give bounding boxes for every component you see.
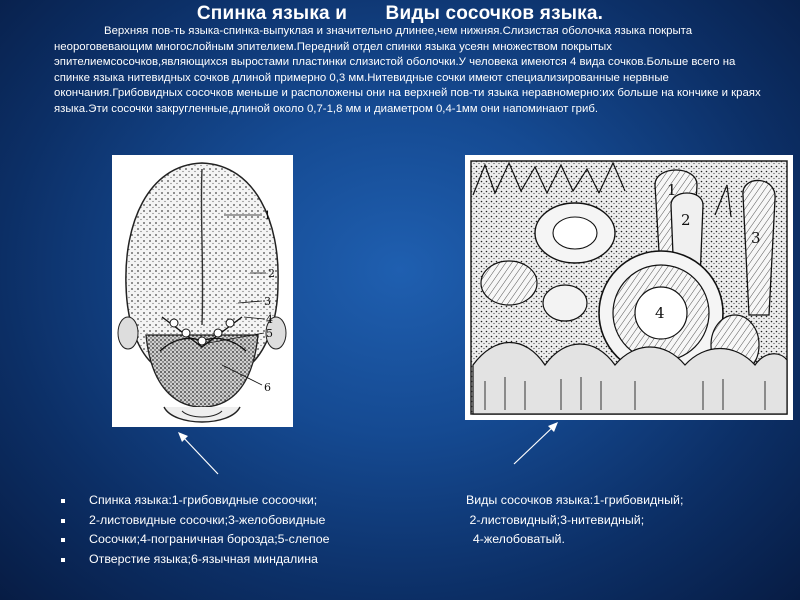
list-item: 4-желобоватый. bbox=[466, 532, 565, 546]
label-1: 1 bbox=[667, 181, 677, 199]
description-paragraph bbox=[54, 24, 766, 118]
list-item: Виды сосочков языка:1-грибовидный; bbox=[466, 493, 684, 507]
paragraph-text: Верхняя пов-ть языка-спинка-выпуклая и значительно длинее,чем нижняя.Слизистая оболочка языка покрыта неороговевающим многослойным эпителием.Передний отдел спинки языка усеян множеством покрытых эпителиемсосочков,являющихся выростами пластинки слизистой оболочки.У человека имеются 4 вида сочков.Больше всего на спинке языка нитевидных сочков длиной примерно 0,3 мм.Нитевидные сочки имеют специализированные нервные окончания.Грибовидных сосочков меньше и расположены они на верхней пов-ти языка неравномерно:их больше на кончике и краях языка.Эти сосочки закругленные,длиной около 0,7-1,8 мм и диаметром 0,4-1мм они напоминают гриб. bbox=[54, 25, 761, 115]
bullet-icon bbox=[61, 538, 65, 542]
label-4: 4 bbox=[266, 313, 273, 326]
label-2: 2 bbox=[681, 211, 691, 229]
papillae-types-figure bbox=[465, 155, 793, 420]
legend-right bbox=[466, 491, 683, 550]
label-3: 3 bbox=[264, 295, 271, 308]
list-item: Отверстие языка;6-язычная миндалина bbox=[61, 550, 330, 570]
tongue-dorsum-illustration bbox=[112, 155, 293, 427]
slide-title bbox=[0, 3, 800, 25]
title-right: Виды сосочков языка. bbox=[385, 3, 604, 24]
label-2: 2 bbox=[268, 267, 275, 280]
list-item: Спинка языка:1-грибовидные сосоочки; bbox=[61, 491, 330, 511]
arrow-right-icon bbox=[508, 420, 564, 468]
label-1: 1 bbox=[264, 209, 271, 222]
bullet-icon bbox=[61, 499, 65, 503]
title-left: Спинка языка и bbox=[196, 3, 348, 24]
bullet-icon bbox=[61, 519, 65, 523]
label-5: 5 bbox=[266, 327, 273, 340]
list-item: 2-листовидный;3-нитевидный; bbox=[466, 512, 645, 527]
arrow-left-icon bbox=[170, 428, 224, 480]
list-item: 2-листовидные сосочки;3-желобовидные bbox=[61, 511, 330, 531]
legend-left bbox=[61, 491, 330, 569]
bullet-icon bbox=[61, 558, 65, 562]
label-4: 4 bbox=[655, 304, 665, 322]
list-item: Сосочки;4-пограничная борозда;5-слепое bbox=[61, 530, 330, 550]
papillae-illustration bbox=[465, 155, 793, 420]
label-6: 6 bbox=[264, 381, 271, 394]
tongue-dorsum-figure bbox=[112, 155, 293, 427]
label-3: 3 bbox=[751, 229, 761, 247]
